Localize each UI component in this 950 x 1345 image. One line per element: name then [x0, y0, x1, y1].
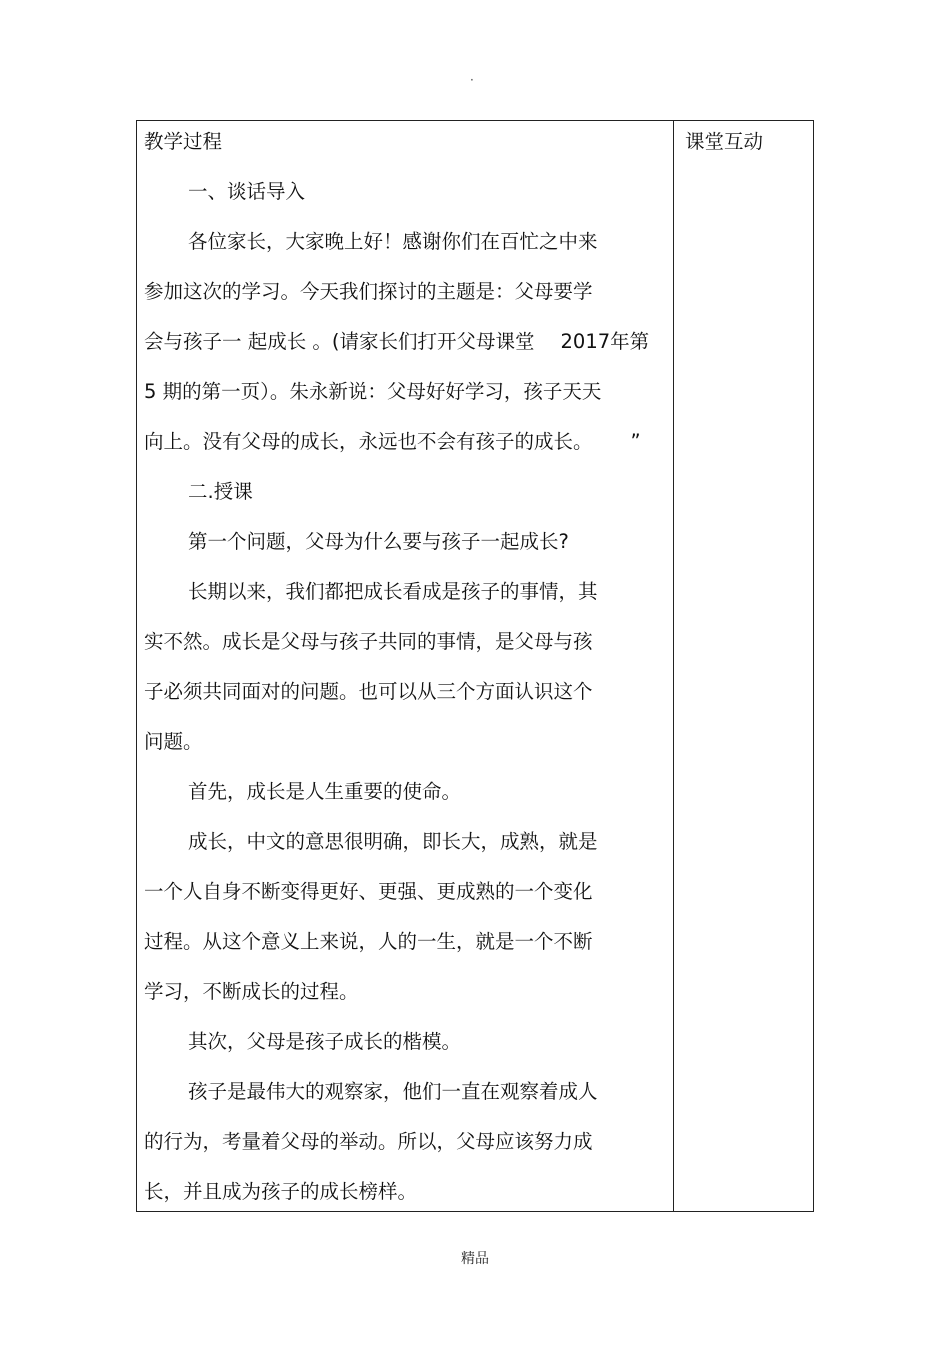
lesson-table: [136, 120, 814, 1212]
classroom-interaction-column: [685, 121, 810, 171]
point-heading-first: 首先，成长是人生重要的使命。: [188, 780, 462, 803]
paragraph-line: 成长，中文的意思很明确，即长大，成熟，就是: [188, 830, 598, 853]
paragraph-line: 长，并且成为孩子的成长榜样。: [144, 1180, 418, 1203]
paragraph-line: 问题。: [144, 730, 203, 753]
page-top-mark: ·: [470, 73, 474, 87]
paragraph-line: 一个人自身不断变得更好、更强、更成熟的一个变化: [144, 880, 593, 903]
paragraph-line-text: 会与孩子一 起成长 。(请家长们打开父母课堂: [144, 330, 535, 353]
classroom-interaction-header: 课堂互动: [685, 130, 764, 153]
teaching-process-column: [144, 121, 669, 1221]
paragraph-line: 子必须共同面对的问题。也可以从三个方面认识这个: [144, 680, 593, 703]
point-heading-second: 其次，父母是孩子成长的楷模。: [188, 1030, 462, 1053]
paragraph-line-text: 2017年第: [560, 330, 650, 353]
paragraph-line: 过程。从这个意义上来说，人的一生，就是一个不断: [144, 930, 593, 953]
paragraph-line: 学习，不断成长的过程。: [144, 980, 359, 1003]
section-heading-intro: 一、谈话导入: [188, 180, 306, 203]
teaching-process-header: 教学过程: [144, 130, 223, 153]
column-divider: [673, 121, 674, 1211]
paragraph-line-text: 向上。没有父母的成长，永远也不会有孩子的成长。: [144, 430, 593, 453]
question-heading: 第一个问题，父母为什么要与孩子一起成长?: [188, 530, 569, 553]
paragraph-line: 5 期的第一页）。朱永新说：父母好好学习，孩子天天: [144, 380, 602, 403]
paragraph-line: 的行为，考量着父母的举动。所以，父母应该努力成: [144, 1130, 593, 1153]
section-heading-lecture: 二.授课: [188, 480, 253, 503]
paragraph-line: 长期以来，我们都把成长看成是孩子的事情，其: [188, 580, 598, 603]
paragraph-line: [144, 421, 669, 471]
page-footer: 精品: [461, 1251, 489, 1267]
closing-quote: ”: [630, 430, 641, 453]
paragraph-line: 参加这次的学习。今天我们探讨的主题是：父母要学: [144, 280, 593, 303]
paragraph-line: 各位家长，大家晚上好！感谢你们在百忙之中来: [188, 230, 598, 253]
paragraph-line: 孩子是最伟大的观察家，他们一直在观察着成人: [188, 1080, 598, 1103]
paragraph-line: [144, 321, 669, 371]
paragraph-line: 实不然。成长是父母与孩子共同的事情，是父母与孩: [144, 630, 593, 653]
